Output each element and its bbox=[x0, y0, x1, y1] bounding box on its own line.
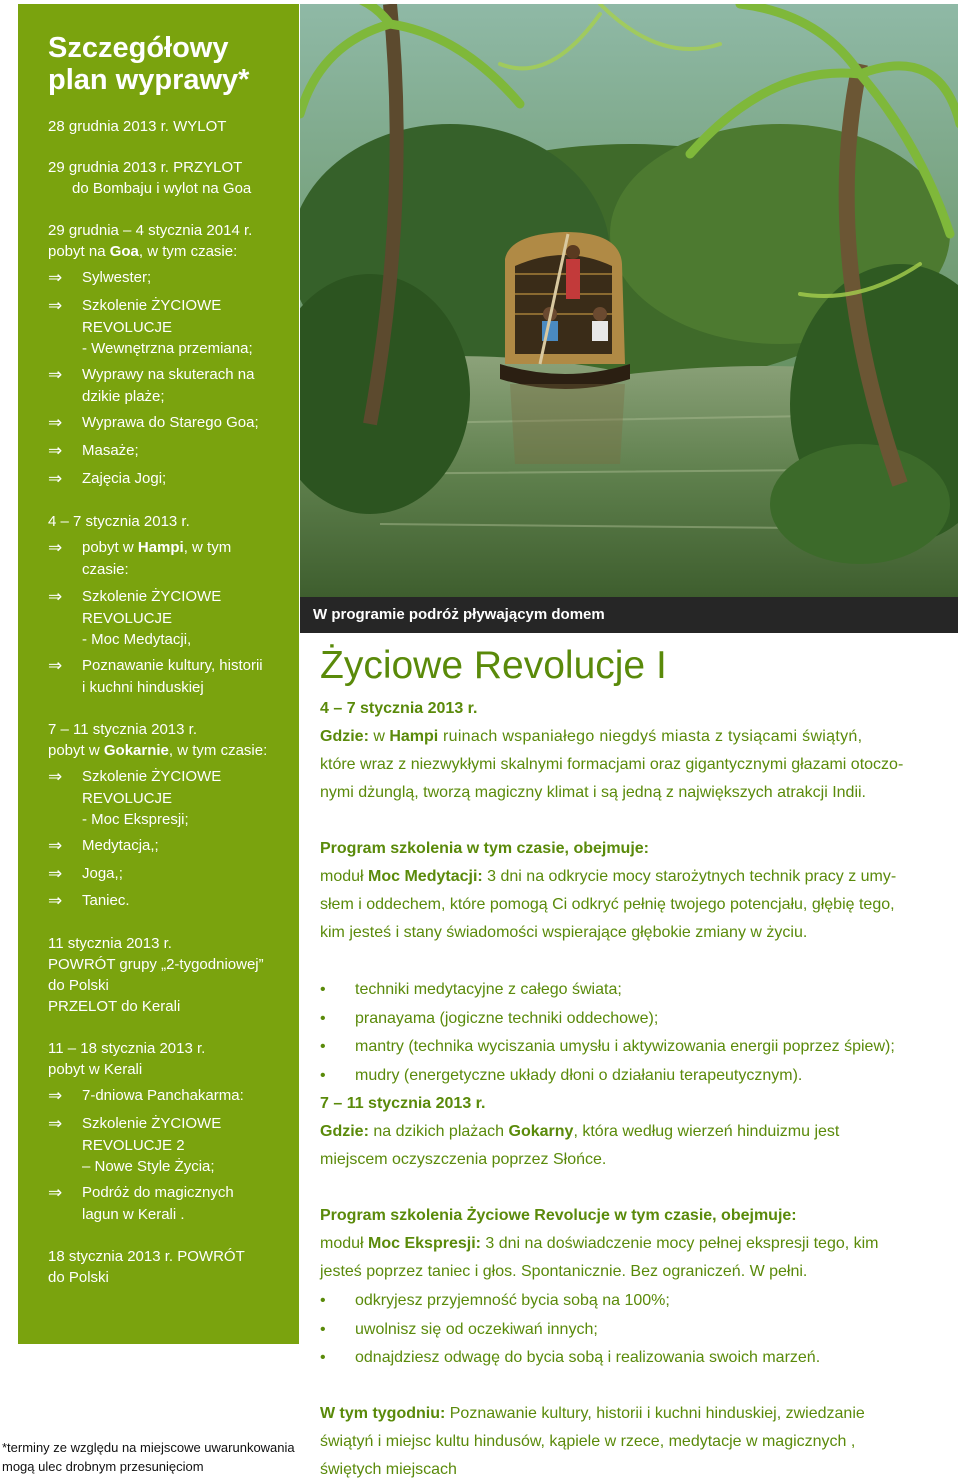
hampi-desc-line1 bbox=[320, 723, 862, 751]
gokarna-intro-pre: pobyt w bbox=[48, 742, 104, 759]
goa-intro-place: Goa bbox=[109, 243, 139, 260]
bullet-dot-icon: • bbox=[320, 1292, 326, 1309]
bullet-dot-icon: • bbox=[320, 1038, 326, 1055]
kerala-intro: pobyt w Kerali bbox=[48, 1061, 143, 1078]
gokarna-item-line: Taniec. bbox=[82, 892, 130, 909]
arrow-right-icon: ⇒ bbox=[48, 1183, 63, 1202]
gokarna-item-line: - Moc Ekspresji; bbox=[82, 811, 189, 828]
date-return-2week: 11 stycznia 2013 r. bbox=[48, 935, 172, 952]
arrow-right-icon: ⇒ bbox=[48, 587, 63, 606]
main-title: Życiowe Revolucje I bbox=[320, 644, 667, 687]
kerala-item-line: – Nowe Style Życia; bbox=[82, 1158, 215, 1175]
return-destination: do Polski bbox=[48, 977, 109, 994]
bullet-dot-icon: • bbox=[320, 981, 326, 998]
hampi-desc-line2: które wraz z niezwykłymi skalnymi formacjami oraz gigantycznymi głazami otoczo- bbox=[320, 756, 904, 773]
goa-item-text bbox=[82, 295, 253, 360]
program1-bullet-text: mantry (technika wyciszania umysłu i aktywizowania energii poprzez śpiew); bbox=[355, 1038, 895, 1055]
program1-module-name: Moc Medytacji: bbox=[368, 868, 483, 885]
week-line1 bbox=[320, 1400, 865, 1428]
hampi-intro-text bbox=[82, 537, 231, 580]
hampi-date: 4 – 7 stycznia 2013 r. bbox=[320, 700, 478, 717]
kerala-item-line: lagun w Kerali . bbox=[82, 1205, 185, 1223]
arrow-right-icon: ⇒ bbox=[48, 413, 63, 432]
program2-line1 bbox=[320, 1230, 879, 1258]
footnote-line2: mogą ulec drobnym przesunięciom bbox=[2, 1459, 204, 1474]
itinerary-sidebar bbox=[18, 4, 299, 1344]
return-group: POWRÓT grupy „2-tygodniowej” bbox=[48, 956, 264, 973]
goa-item-line: Masaże; bbox=[82, 442, 139, 459]
hampi-desc-line3: nymi dżunglą, tworzą magiczny klimat i są jedną z największych atrakcji Indii. bbox=[320, 784, 866, 801]
goa-item-line: Zajęcia Jogi; bbox=[82, 470, 167, 487]
hampi-intro-place: Hampi bbox=[137, 539, 184, 556]
date-wylot: 28 grudnia 2013 r. WYLOT bbox=[48, 118, 227, 135]
kerala-item-text bbox=[82, 1085, 244, 1107]
gokarna-item-line: Szkolenie ŻYCIOWE bbox=[82, 768, 222, 785]
program2-module-name: Moc Ekspresji: bbox=[368, 1235, 481, 1252]
gokarna-date: 7 – 11 stycznia 2013 r. bbox=[320, 1095, 486, 1112]
program1-line3: kim jesteś i stany świadomości wspierające głębokie zmiany w życiu. bbox=[320, 924, 808, 941]
arrow-right-icon: ⇒ bbox=[48, 441, 63, 460]
goa-item-text bbox=[82, 412, 259, 434]
gokarna-item-line: REVOLUCJE bbox=[82, 789, 173, 807]
week-label: W tym tygodniu: bbox=[320, 1405, 446, 1422]
gokarna-intro-post: , w tym czasie: bbox=[168, 742, 268, 759]
week-text1: Poznawanie kultury, historii i kuchni hinduskiej, zwiedzanie bbox=[445, 1405, 865, 1422]
bullet-dot-icon: • bbox=[320, 1349, 326, 1366]
program1-bullet-text: pranayama (jogiczne techniki oddechowe); bbox=[355, 1009, 659, 1027]
week-line2: świątyń i miejsc kultu hindusów, kąpiele w rzece, medytacje w magicznych , bbox=[320, 1433, 856, 1450]
goa-intro-post: , w tym czasie: bbox=[138, 243, 238, 260]
hampi-where-label: Gdzie: bbox=[320, 728, 369, 745]
goa-item-line: REVOLUCJE bbox=[82, 318, 173, 336]
kerala-item-text bbox=[82, 1182, 234, 1225]
gokarna-desc-c: , która według wierzeń hinduizmu jest bbox=[573, 1123, 840, 1140]
program1-module-desc: 3 dni na odkrycie mocy starożytnych technik pracy z umy- bbox=[482, 868, 897, 885]
gokarna-item-text bbox=[82, 835, 159, 857]
hampi-item-line: - Moc Medytacji, bbox=[82, 631, 192, 648]
program1-module-label: moduł bbox=[320, 868, 369, 885]
hampi-item-text bbox=[82, 655, 263, 698]
footnote bbox=[2, 1438, 295, 1476]
goa-item-line: dzikie plaże; bbox=[82, 387, 165, 405]
gokarna-desc-line2: miejscem oczyszczenia poprzez Słońce. bbox=[320, 1151, 607, 1168]
kerala-item-text bbox=[82, 1113, 221, 1178]
gokarna-item-text bbox=[82, 890, 130, 912]
hampi-item-line: Poznawanie kultury, historii bbox=[82, 657, 263, 674]
program1-line2: słem i oddechem, które pomogą Ci odkryć pełnię twojego potencjału, głębię tego, bbox=[320, 896, 895, 913]
program2-bullet-text: odkryjesz przyjemność bycia sobą na 100%; bbox=[355, 1292, 670, 1309]
bullet-dot-icon: • bbox=[320, 1066, 326, 1084]
kerala-item-line: Szkolenie ŻYCIOWE bbox=[82, 1115, 222, 1132]
arrow-right-icon: ⇒ bbox=[48, 836, 63, 855]
goa-item-text bbox=[82, 267, 151, 289]
date-hampi: 4 – 7 stycznia 2013 r. bbox=[48, 513, 190, 530]
flight-kerala: PRZELOT do Kerali bbox=[48, 998, 181, 1015]
date-przylot-detail: do Bombaju i wylot na Goa bbox=[72, 180, 252, 197]
kerala-item-line: REVOLUCJE 2 bbox=[82, 1136, 185, 1154]
gokarna-intro bbox=[48, 740, 267, 761]
arrow-right-icon: ⇒ bbox=[48, 469, 63, 488]
arrow-right-icon: ⇒ bbox=[48, 1086, 63, 1105]
gokarna-place: Gokarny bbox=[508, 1123, 574, 1140]
arrow-right-icon: ⇒ bbox=[48, 538, 63, 557]
hampi-item-line: REVOLUCJE bbox=[82, 609, 173, 627]
footnote-line1: *terminy ze względu na miejscowe uwarunkowania bbox=[2, 1440, 295, 1455]
photo-caption-bar bbox=[300, 597, 958, 633]
arrow-right-icon: ⇒ bbox=[48, 767, 63, 786]
gokarna-item-text bbox=[82, 863, 123, 885]
goa-intro-pre: pobyt na bbox=[48, 243, 110, 260]
sidebar-title-line2: plan wyprawy* bbox=[48, 64, 250, 96]
arrow-right-icon: ⇒ bbox=[48, 268, 63, 287]
program1-line1 bbox=[320, 863, 896, 891]
goa-item-line: Szkolenie ŻYCIOWE bbox=[82, 297, 222, 314]
gokarna-intro-place: Gokarnie bbox=[103, 742, 169, 759]
date-kerala: 11 – 18 stycznia 2013 r. bbox=[48, 1040, 206, 1057]
kerala-item-line: 7-dniowa Panchakarma: bbox=[82, 1087, 244, 1104]
program1-bullet-text: mudry (energetyczne układy dłoni o działaniu terapeutycznym). bbox=[355, 1066, 803, 1084]
program2-module-label: moduł bbox=[320, 1235, 369, 1252]
week-line3: świętych miejscach bbox=[320, 1461, 457, 1478]
hampi-desc-a: w bbox=[368, 728, 390, 745]
goa-intro bbox=[48, 241, 237, 262]
arrow-right-icon: ⇒ bbox=[48, 296, 63, 315]
arrow-right-icon: ⇒ bbox=[48, 891, 63, 910]
goa-item-text bbox=[82, 468, 166, 490]
hampi-intro-line2: czasie: bbox=[82, 560, 129, 578]
hampi-desc-c: ruinach wspaniałego niegdyś miasta z tysiącami świątyń, bbox=[438, 728, 863, 745]
hampi-item-text bbox=[82, 586, 221, 651]
date-goa: 29 grudnia – 4 stycznia 2014 r. bbox=[48, 222, 253, 239]
date-gokarna: 7 – 11 stycznia 2013 r. bbox=[48, 721, 197, 738]
program1-bullet-text: techniki medytacyjne z całego świata; bbox=[355, 981, 622, 998]
goa-item-line: - Wewnętrzna przemiana; bbox=[82, 340, 253, 357]
hampi-place: Hampi bbox=[389, 728, 439, 745]
hampi-item-line: Szkolenie ŻYCIOWE bbox=[82, 588, 222, 605]
goa-item-line: Wyprawa do Starego Goa; bbox=[82, 414, 259, 431]
sidebar-title bbox=[48, 32, 249, 96]
arrow-right-icon: ⇒ bbox=[48, 864, 63, 883]
program1-heading: Program szkolenia w tym czasie, obejmuje: bbox=[320, 840, 649, 857]
kerala-item-line: Podróż do magicznych bbox=[82, 1184, 234, 1201]
houseboat-illustration bbox=[300, 4, 958, 598]
gokarna-item-line: Medytacja,; bbox=[82, 837, 159, 854]
bullet-dot-icon: • bbox=[320, 1009, 326, 1027]
final-return-destination: do Polski bbox=[48, 1269, 109, 1286]
program2-bullet-text: odnajdziesz odwagę do bycia sobą i realizowania swoich marzeń. bbox=[355, 1349, 821, 1366]
date-przylot: 29 grudnia 2013 r. PRZYLOT bbox=[48, 159, 243, 176]
goa-item-text bbox=[82, 440, 139, 462]
houseboat-photo bbox=[300, 4, 958, 598]
sidebar-title-line1: Szczegółowy bbox=[48, 32, 229, 64]
goa-item-line: Sylwester; bbox=[82, 269, 152, 286]
bullet-dot-icon: • bbox=[320, 1320, 326, 1338]
goa-item-line: Wyprawy na skuterach na bbox=[82, 366, 255, 383]
program2-line2: jesteś poprzez taniec i głos. Spontanicznie. Bez ograniczeń. W pełni. bbox=[320, 1263, 808, 1280]
hampi-intro-post: , w tym bbox=[183, 539, 232, 556]
gokarna-where-label: Gdzie: bbox=[320, 1123, 369, 1140]
program2-heading: Program szkolenia Życiowe Revolucje w tym czasie, obejmuje: bbox=[320, 1207, 797, 1224]
hampi-item-line: i kuchni hinduskiej bbox=[82, 678, 204, 696]
hampi-intro-pre: pobyt w bbox=[82, 539, 138, 556]
photo-caption: W programie podróż pływającym domem bbox=[313, 606, 605, 623]
program2-module-desc: 3 dni na doświadczenie mocy pełnej ekspresji tego, kim bbox=[480, 1235, 879, 1252]
gokarna-desc-line1 bbox=[320, 1118, 839, 1146]
gokarna-item-text bbox=[82, 766, 221, 831]
date-final-return: 18 stycznia 2013 r. POWRÓT bbox=[48, 1248, 245, 1265]
arrow-right-icon: ⇒ bbox=[48, 1114, 63, 1133]
gokarna-desc-a: na dzikich plażach bbox=[368, 1123, 509, 1140]
program2-bullet-text: uwolnisz się od oczekiwań innych; bbox=[355, 1320, 598, 1338]
gokarna-item-line: Joga,; bbox=[82, 865, 123, 882]
arrow-right-icon: ⇒ bbox=[48, 365, 63, 384]
arrow-right-icon: ⇒ bbox=[48, 656, 63, 675]
goa-item-text bbox=[82, 364, 254, 407]
